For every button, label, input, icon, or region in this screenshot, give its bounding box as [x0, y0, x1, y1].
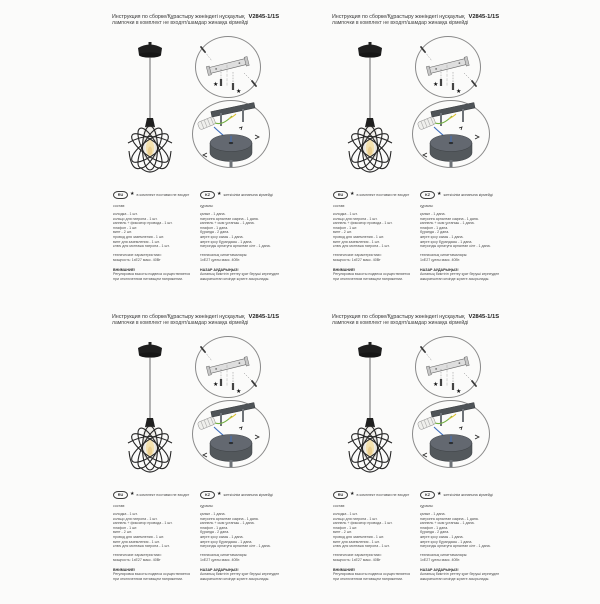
- kz-warning-title: НАЗАР АУДАРЫҢЫЗ!: [200, 267, 239, 272]
- ru-part-item: колодка - 1 шт.: [333, 512, 358, 517]
- header-subtitle: лампочки в комплект не входят/шамдар жинаққа кірмейді: [112, 320, 249, 327]
- kz-part-item: патронды орнатуға арналған кілт - 1 дана.: [420, 544, 491, 549]
- sheet-header: [332, 314, 512, 326]
- star-icon: ★: [130, 191, 135, 198]
- wiring-detail-drawing: [413, 101, 489, 167]
- sheet-header: [332, 14, 512, 26]
- kz-list-title: құрамы:: [200, 504, 214, 508]
- kz-legend-note: жеткізілім жинағына кірмейді: [443, 192, 493, 197]
- ru-part-item: плафон - 1 шт.: [113, 525, 138, 530]
- ru-tech-value: мощность: 1хЕ27 макс. 40Вт: [113, 557, 161, 562]
- kz-parts-column: [420, 204, 516, 281]
- ru-part-item: провод для заземления - 1 шт.: [113, 235, 165, 240]
- instruction-sheet: [318, 312, 524, 604]
- legend-row: [98, 491, 304, 501]
- ru-language-badge: RU: [113, 191, 128, 199]
- canopy-wiring-detail: [192, 100, 270, 168]
- kz-tech-value: 1хЕ27 қуаты макс. 40Вт.: [200, 257, 241, 262]
- kz-part-item: плафон - 1 дана.: [200, 225, 229, 230]
- kz-part-item: каппель + сым ұстағыш - 1 дана.: [420, 521, 475, 526]
- wiring-detail-drawing: [193, 101, 269, 167]
- ru-warning-title: ВНИМАНИЕ!: [113, 567, 136, 572]
- ru-legend-note: в комплект поставки не входят: [356, 492, 410, 497]
- pendant-lamp-illustration: [336, 42, 400, 192]
- star-icon: ★: [350, 191, 355, 198]
- bracket-detail-drawing: [416, 37, 480, 97]
- legend-ru: [333, 491, 409, 499]
- ru-parts-column: [113, 204, 197, 281]
- header-title: Инструкция по сборке/Құрастыру жөніндегі нұсқаулық: [332, 14, 465, 20]
- ru-tech-value: мощность: 1хЕ27 макс. 40Вт: [333, 257, 381, 262]
- ru-part-item: провод для заземления - 1 шт.: [333, 535, 385, 540]
- star-icon: ★: [437, 491, 442, 498]
- legend-ru: [113, 491, 189, 499]
- ru-language-badge: RU: [333, 191, 348, 199]
- kz-part-item: патронға арналған сақина - 1 дана.: [200, 216, 259, 221]
- ru-part-item: винт - 2 шт.: [333, 230, 352, 235]
- kz-list-title: құрамы:: [420, 504, 434, 508]
- ru-part-item: каппель + фиксатор провода - 1 шт.: [113, 521, 173, 526]
- not-included-star-icon: ★: [213, 382, 219, 388]
- ru-part-item: ключ для монтажа патрона - 1 шт.: [113, 244, 170, 249]
- kz-part-item: жерге қосу сымы - 1 дана.: [420, 235, 464, 240]
- kz-part-item: жерге қосу сымы - 1 дана.: [200, 535, 244, 540]
- ru-parts-column: [333, 204, 417, 281]
- ru-legend-note: в комплект поставки не входят: [356, 192, 410, 197]
- star-icon: ★: [217, 491, 222, 498]
- ru-tech-value: мощность: 1хЕ27 макс. 40Вт: [333, 557, 381, 562]
- legend-kz: [200, 191, 273, 199]
- instruction-sheet: [98, 312, 304, 604]
- ru-part-item: колодка - 1 шт.: [113, 512, 138, 517]
- kz-language-badge: KZ: [200, 491, 215, 499]
- bracket-mounting-detail: [195, 36, 261, 98]
- kz-part-item: жерге қосу сымы - 1 дана.: [420, 535, 464, 540]
- not-included-star-icon: ★: [236, 389, 242, 395]
- kz-part-item: бұранда - 2 дана.: [420, 230, 450, 235]
- ru-part-item: плафон - 1 шт.: [333, 525, 358, 530]
- ru-part-item: каппель + фиксатор провода - 1 шт.: [333, 521, 393, 526]
- ru-tech-title: технические характеристики:: [113, 253, 162, 258]
- kz-part-item: каппель + сым ұстағыш - 1 дана.: [200, 521, 255, 526]
- ru-legend-note: в комплект поставки не входят: [136, 192, 190, 197]
- kz-part-item: патронды орнатуға арналған кілт - 1 дана.: [200, 244, 271, 249]
- bracket-mounting-detail: [195, 336, 261, 398]
- wiring-detail-drawing: [193, 401, 269, 467]
- kz-part-item: патронға арналған сақина - 1 дана.: [420, 516, 479, 521]
- kz-part-item: жерге қосу бұрандасы - 1 дана.: [200, 539, 253, 544]
- not-included-star-icon: ★: [433, 82, 439, 88]
- not-included-star-icon: ★: [456, 389, 462, 395]
- ru-part-item: каппель + фиксатор провода - 1 шт.: [333, 221, 393, 226]
- header-title: Инструкция по сборке/Құрастыру жөніндегі нұсқаулық: [332, 314, 465, 320]
- model-number: V2845-1/1S: [248, 314, 280, 320]
- ru-tech-value: мощность: 1хЕ27 макс. 40Вт: [113, 257, 161, 262]
- kz-parts-column: [420, 504, 516, 581]
- kz-part-item: патронға арналған сақина - 1 дана.: [420, 216, 479, 221]
- ru-list-title: состав:: [333, 504, 346, 508]
- star-icon: ★: [437, 191, 442, 198]
- ru-list-title: состав:: [113, 204, 126, 208]
- ru-part-item: ключ для монтажа патрона - 1 шт.: [333, 544, 390, 549]
- kz-tech-title: техникалық сипаттамалары:: [420, 253, 468, 258]
- ru-parts-column: [113, 504, 197, 581]
- kz-part-item: бұранда - 2 дана.: [420, 530, 450, 535]
- not-included-star-icon: ★: [433, 382, 439, 388]
- ru-part-item: винт - 2 шт.: [333, 530, 352, 535]
- kz-language-badge: KZ: [420, 491, 435, 499]
- ru-part-item: провод для заземления - 1 шт.: [333, 235, 385, 240]
- bracket-mounting-detail: [415, 336, 481, 398]
- model-number: V2845-1/1S: [468, 314, 500, 320]
- ru-tech-title: технические характеристики:: [333, 253, 382, 258]
- canopy-wiring-detail: [192, 400, 270, 468]
- kz-language-badge: KZ: [200, 191, 215, 199]
- bracket-detail-drawing: [196, 37, 260, 97]
- kz-part-item: каппель + сым ұстағыш - 1 дана.: [420, 221, 475, 226]
- kz-part-item: қалып - 1 дана.: [200, 212, 226, 217]
- bracket-detail-drawing: [416, 337, 480, 397]
- ru-part-item: провод для заземления - 1 шт.: [113, 535, 165, 540]
- kz-tech-title: техникалық сипаттамалары:: [200, 553, 248, 558]
- pendant-lamp-illustration: [116, 42, 180, 192]
- kz-warning-title: НАЗАР АУДАРЫҢЫЗ!: [200, 567, 239, 572]
- ru-part-item: винт для заземления - 1 шт.: [333, 539, 380, 544]
- ru-tech-title: технические характеристики:: [113, 553, 162, 558]
- kz-list-title: құрамы:: [420, 204, 434, 208]
- kz-part-item: плафон - 1 дана.: [420, 525, 449, 530]
- ru-warning-text: Регулировка высоты подвеса осуществляется при отключенном питающем напряжении.: [113, 572, 191, 581]
- not-included-star-icon: ★: [213, 82, 219, 88]
- not-included-star-icon: ★: [456, 89, 462, 95]
- kz-list-title: құрамы:: [200, 204, 214, 208]
- instruction-sheet: [98, 12, 304, 304]
- model-number: V2845-1/1S: [468, 14, 500, 20]
- kz-part-item: плафон - 1 дана.: [420, 225, 449, 230]
- model-number: V2845-1/1S: [248, 14, 280, 20]
- kz-legend-note: жеткізілім жинағына кірмейді: [223, 492, 273, 497]
- kz-language-badge: KZ: [420, 191, 435, 199]
- ru-part-item: кольцо для патрона - 1 шт.: [113, 516, 158, 521]
- ru-part-item: кольцо для патрона - 1 шт.: [333, 216, 378, 221]
- ru-part-item: винт для заземления - 1 шт.: [333, 239, 380, 244]
- sheet-header: [112, 314, 292, 326]
- kz-part-item: қалып - 1 дана.: [420, 512, 446, 517]
- kz-part-item: патронды орнатуға арналған кілт - 1 дана.: [200, 544, 271, 549]
- ru-legend-note: в комплект поставки не входят: [136, 492, 190, 497]
- kz-warning-text: Аспаның биіктігін реттеу қуат беруші кернеуден ажыратылған кезінде жүзеге асырылады.: [420, 572, 500, 581]
- ru-part-item: плафон - 1 шт.: [113, 225, 138, 230]
- kz-tech-value: 1хЕ27 қуаты макс. 40Вт.: [200, 557, 241, 562]
- ru-warning-title: ВНИМАНИЕ!: [113, 267, 136, 272]
- ru-part-item: каппель + фиксатор провода - 1 шт.: [113, 221, 173, 226]
- ru-list-title: состав:: [113, 504, 126, 508]
- ru-language-badge: RU: [333, 491, 348, 499]
- legend-ru: [333, 191, 409, 199]
- legend-row: [98, 191, 304, 201]
- ru-part-item: плафон - 1 шт.: [333, 225, 358, 230]
- legend-kz: [420, 191, 493, 199]
- legend-row: [318, 491, 524, 501]
- ru-warning-text: Регулировка высоты подвеса осуществляется при отключенном питающем напряжении.: [333, 272, 411, 281]
- canopy-wiring-detail: [412, 100, 490, 168]
- ru-warning-text: Регулировка высоты подвеса осуществляется при отключенном питающем напряжении.: [113, 272, 191, 281]
- star-icon: ★: [217, 191, 222, 198]
- ru-part-item: кольцо для патрона - 1 шт.: [333, 516, 378, 521]
- kz-part-item: жерге қосу бұрандасы - 1 дана.: [420, 539, 473, 544]
- kz-part-item: қалып - 1 дана.: [420, 212, 446, 217]
- kz-part-item: қалып - 1 дана.: [200, 512, 226, 517]
- header-subtitle: лампочки в комплект не входят/шамдар жинаққа кірмейді: [332, 20, 469, 27]
- kz-warning-title: НАЗАР АУДАРЫҢЫЗ!: [420, 267, 459, 272]
- kz-tech-title: техникалық сипаттамалары:: [200, 253, 248, 258]
- ru-part-item: колодка - 1 шт.: [113, 212, 138, 217]
- legend-row: [318, 191, 524, 201]
- kz-part-item: жерге қосу бұрандасы - 1 дана.: [420, 239, 473, 244]
- ru-part-item: винт для заземления - 1 шт.: [113, 239, 160, 244]
- ru-list-title: состав:: [333, 204, 346, 208]
- pendant-lamp-illustration: [116, 342, 180, 492]
- legend-kz: [420, 491, 493, 499]
- kz-part-item: бұранда - 2 дана.: [200, 530, 230, 535]
- kz-part-item: жерге қосу сымы - 1 дана.: [200, 235, 244, 240]
- kz-tech-value: 1хЕ27 қуаты макс. 40Вт.: [420, 257, 461, 262]
- canopy-wiring-detail: [412, 400, 490, 468]
- kz-parts-column: [200, 204, 296, 281]
- ru-warning-title: ВНИМАНИЕ!: [333, 267, 356, 272]
- kz-warning-text: Аспаның биіктігін реттеу қуат беруші кернеуден ажыратылған кезінде жүзеге асырылады.: [200, 572, 280, 581]
- wiring-detail-drawing: [413, 401, 489, 467]
- ru-part-item: кольцо для патрона - 1 шт.: [113, 216, 158, 221]
- ru-part-item: ключ для монтажа патрона - 1 шт.: [113, 544, 170, 549]
- legend-kz: [200, 491, 273, 499]
- star-icon: ★: [130, 491, 135, 498]
- ru-part-item: винт - 2 шт.: [113, 230, 132, 235]
- kz-warning-text: Аспаның биіктігін реттеу қуат беруші кернеуден ажыратылған кезінде жүзеге асырылады.: [200, 272, 280, 281]
- kz-part-item: бұранда - 2 дана.: [200, 230, 230, 235]
- instruction-sheet: [318, 12, 524, 304]
- header-title: Инструкция по сборке/Құрастыру жөніндегі нұсқаулық: [112, 314, 245, 320]
- ru-part-item: винт для заземления - 1 шт.: [113, 539, 160, 544]
- kz-part-item: патронға арналған сақина - 1 дана.: [200, 516, 259, 521]
- ru-part-item: винт - 2 шт.: [113, 530, 132, 535]
- ru-warning-text: Регулировка высоты подвеса осуществляется при отключенном питающем напряжении.: [333, 572, 411, 581]
- kz-part-item: патронды орнатуға арналған кілт - 1 дана.: [420, 244, 491, 249]
- kz-warning-title: НАЗАР АУДАРЫҢЫЗ!: [420, 567, 459, 572]
- pendant-lamp-drawing: [336, 42, 400, 192]
- ru-warning-title: ВНИМАНИЕ!: [333, 567, 356, 572]
- star-icon: ★: [350, 491, 355, 498]
- kz-tech-value: 1хЕ27 қуаты макс. 40Вт.: [420, 557, 461, 562]
- pendant-lamp-drawing: [116, 42, 180, 192]
- kz-parts-column: [200, 504, 296, 581]
- header-subtitle: лампочки в комплект не входят/шамдар жинаққа кірмейді: [112, 20, 249, 27]
- ru-part-item: колодка - 1 шт.: [333, 212, 358, 217]
- pendant-lamp-drawing: [336, 342, 400, 492]
- kz-part-item: каппель + сым ұстағыш - 1 дана.: [200, 221, 255, 226]
- kz-legend-note: жеткізілім жинағына кірмейді: [223, 192, 273, 197]
- kz-tech-title: техникалық сипаттамалары:: [420, 553, 468, 558]
- kz-part-item: плафон - 1 дана.: [200, 525, 229, 530]
- kz-part-item: жерге қосу бұрандасы - 1 дана.: [200, 239, 253, 244]
- not-included-star-icon: ★: [236, 89, 242, 95]
- header-title: Инструкция по сборке/Құрастыру жөніндегі нұсқаулық: [112, 14, 245, 20]
- sheet-header: [112, 14, 292, 26]
- ru-part-item: ключ для монтажа патрона - 1 шт.: [333, 244, 390, 249]
- header-subtitle: лампочки в комплект не входят/шамдар жинаққа кірмейді: [332, 320, 469, 327]
- pendant-lamp-illustration: [336, 342, 400, 492]
- ru-language-badge: RU: [113, 491, 128, 499]
- bracket-detail-drawing: [196, 337, 260, 397]
- pendant-lamp-drawing: [116, 342, 180, 492]
- ru-parts-column: [333, 504, 417, 581]
- kz-warning-text: Аспаның биіктігін реттеу қуат беруші кернеуден ажыратылған кезінде жүзеге асырылады.: [420, 272, 500, 281]
- kz-legend-note: жеткізілім жинағына кірмейді: [443, 492, 493, 497]
- legend-ru: [113, 191, 189, 199]
- ru-tech-title: технические характеристики:: [333, 553, 382, 558]
- bracket-mounting-detail: [415, 36, 481, 98]
